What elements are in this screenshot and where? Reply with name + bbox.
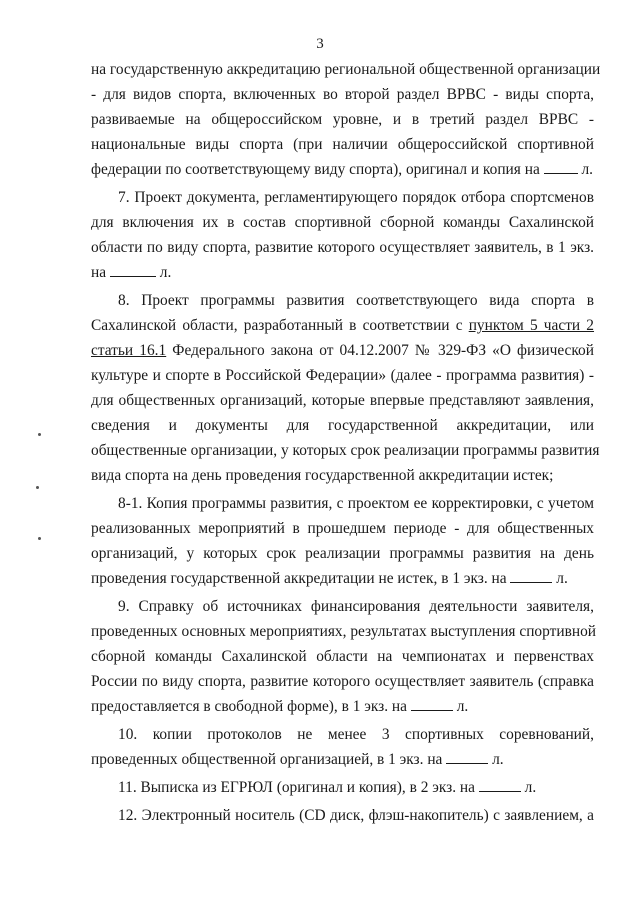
text-line: [91, 647, 594, 667]
text-segment: России по виду спорта, развитие которого осуществляет заявитель (справка: [91, 673, 594, 690]
text-line: [91, 622, 597, 642]
blank-field: [510, 569, 552, 583]
text-line: [91, 672, 594, 692]
text-segment: л.: [552, 570, 568, 587]
text-line: [91, 110, 594, 130]
text-segment: на государственную аккредитацию региональной общественной организации: [91, 61, 601, 78]
text-segment: Федерального закона от 04.12.2007 № 329-ФЗ «О физической: [166, 342, 594, 359]
text-segment: 12. Электронный носитель (CD диск, флэш-накопитель) с заявлением, а: [118, 807, 594, 824]
text-line: [91, 441, 600, 461]
text-segment: л.: [577, 161, 594, 178]
text-line: [91, 750, 594, 770]
text-line: [91, 544, 594, 564]
text-line: [91, 391, 594, 411]
text-segment: вида спорта на день проведения государственной аккредитации истек;: [91, 467, 554, 484]
text-segment: для включения их в состав спортивной сборной команды Сахалинской: [91, 214, 594, 231]
text-segment: развиваемые на общероссийском уровне, и в третий раздел ВРВС -: [91, 111, 594, 128]
text-segment: на: [91, 264, 110, 281]
text-line: [91, 597, 594, 617]
text-line: [91, 213, 594, 233]
text-segment: 9. Справку об источниках финансирования деятельности заявителя,: [118, 598, 594, 615]
text-segment: 7. Проект документа, регламентирующего порядок отбора спортсменов: [118, 189, 594, 206]
text-line: [91, 569, 594, 589]
text-segment: предоставляется в свободной форме), в 1 экз. на: [91, 698, 411, 715]
blank-field: [110, 263, 156, 277]
text-line: [91, 291, 594, 311]
text-segment: л.: [520, 779, 537, 796]
text-segment: реализованных мероприятий в прошедшем периоде - для общественных: [91, 520, 594, 537]
text-line: [91, 316, 594, 336]
blank-field: [446, 750, 488, 764]
text-line: [91, 341, 594, 361]
scan-mark: [38, 537, 41, 540]
text-line: [91, 135, 594, 155]
text-segment: проведенных основных мероприятиях, результатах выступления спортивной: [91, 623, 597, 640]
text-line: [91, 366, 594, 386]
text-segment: национальные виды спорта (при наличии общероссийской спортивной: [91, 136, 594, 153]
text-line: [91, 238, 594, 258]
text-segment: проведения государственной аккредитации не истек, в 1 экз. на: [91, 570, 511, 587]
text-line: [91, 778, 594, 798]
text-segment: 10. копии протоколов не менее 3 спортивных соревнований,: [118, 726, 594, 743]
text-segment: проведенных общественной организацией, в 1 экз. на: [91, 751, 447, 768]
text-segment: общественные организации, у которых срок реализации программы развития: [91, 442, 600, 459]
blank-field: [544, 160, 578, 174]
text-line: [91, 519, 594, 539]
text-segment: л.: [488, 751, 504, 768]
text-segment: 8-1. Копия программы развития, с проектом ее корректировки, с учетом: [118, 495, 594, 512]
scan-mark: [38, 433, 41, 436]
text-segment: л.: [155, 264, 172, 281]
text-line: [91, 466, 594, 486]
text-segment: для общественных организаций, которые впервые представляют заявления,: [91, 392, 594, 409]
text-line: [91, 160, 594, 180]
text-line: [91, 416, 594, 436]
text-line: [91, 697, 594, 717]
law-reference-link: статьи 16.1: [91, 342, 167, 359]
text-line: [91, 60, 601, 80]
page-number: 3: [316, 36, 324, 52]
text-segment: 11. Выписка из ЕГРЮЛ (оригинал и копия), в 2 экз. на: [118, 779, 479, 796]
text-line: [91, 85, 594, 105]
text-segment: области по виду спорта, развитие которого осуществляет заявитель, в 1 экз.: [91, 239, 594, 256]
text-segment: Сахалинской области, разработанный в соответствии с: [91, 317, 469, 334]
scan-mark: [36, 486, 39, 489]
blank-field: [479, 778, 521, 792]
text-segment: культуре и спорте в Российской Федерации» (далее - программа развития) -: [91, 367, 594, 384]
text-line: [91, 188, 594, 208]
text-segment: 8. Проект программы развития соответствующего вида спорта в: [118, 292, 594, 309]
text-segment: сведения и документы для государственной аккредитации, или: [91, 417, 594, 434]
text-segment: - для видов спорта, включенных во второй раздел ВРВС - виды спорта,: [91, 86, 594, 103]
text-segment: организаций, у которых срок реализации программы развития на день: [91, 545, 594, 562]
text-line: [91, 725, 594, 745]
text-segment: сборной команды Сахалинской области на чемпионатах и первенствах: [91, 648, 594, 665]
text-segment: л.: [452, 698, 469, 715]
text-segment: федерации по соответствующему виду спорта), оригинал и копия на: [91, 161, 544, 178]
blank-field: [411, 697, 453, 711]
law-reference-link: пунктом 5 части 2: [468, 317, 595, 334]
text-line: [91, 494, 594, 514]
text-line: [91, 806, 594, 826]
text-line: [91, 263, 594, 283]
